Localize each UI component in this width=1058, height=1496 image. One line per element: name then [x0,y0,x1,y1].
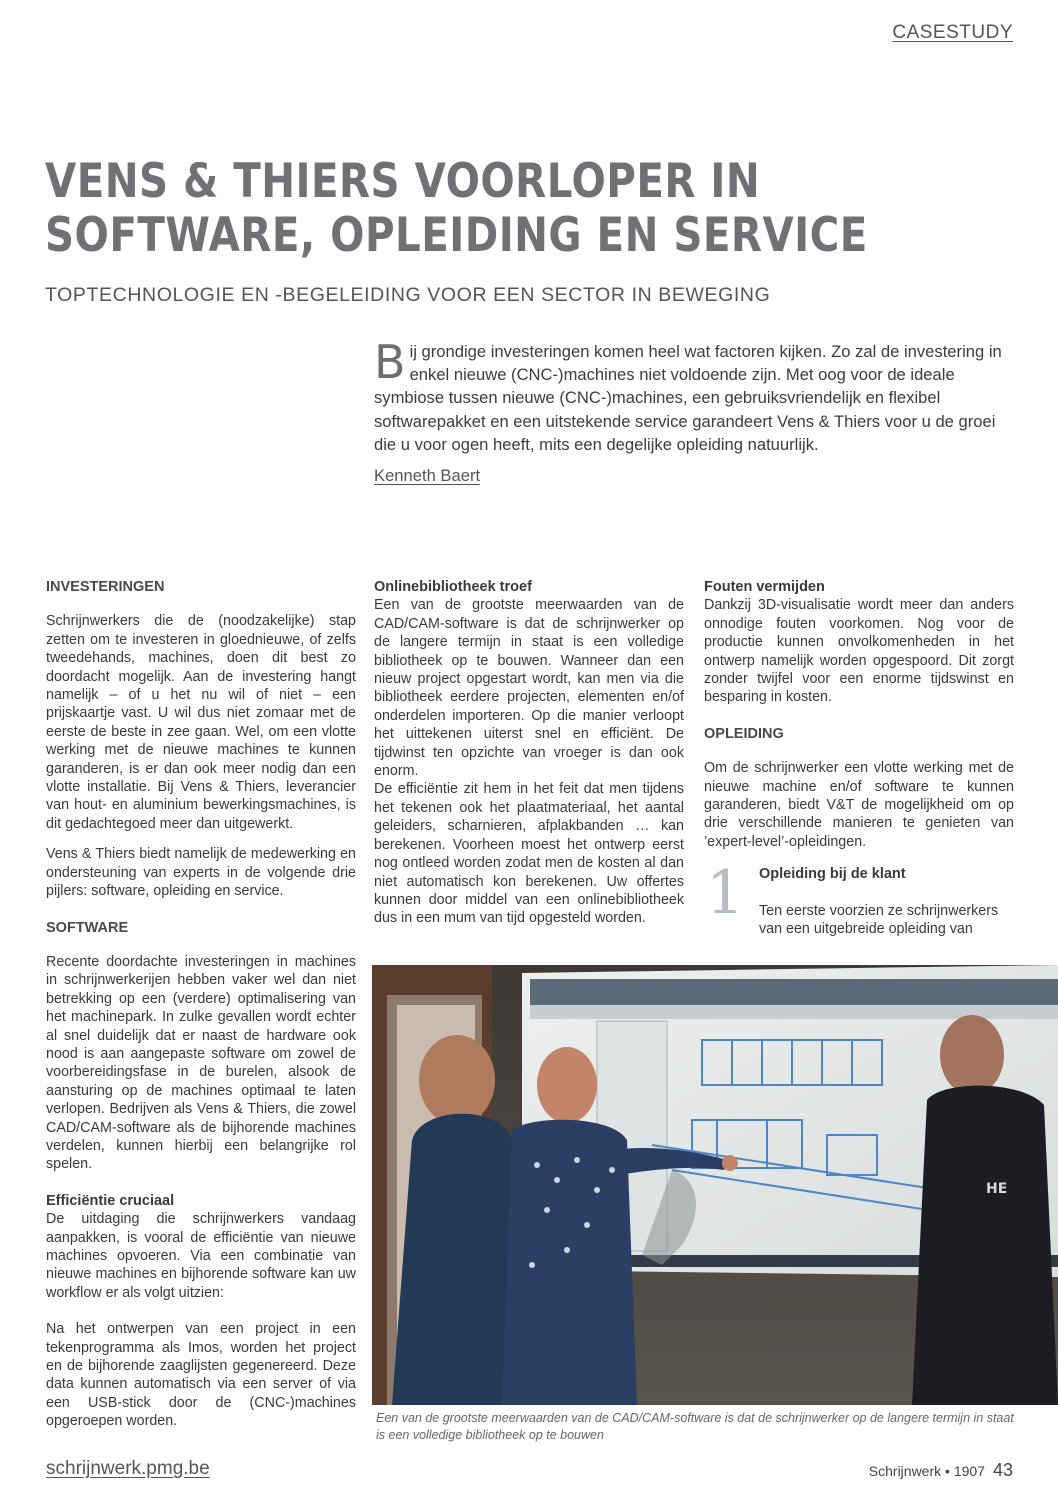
paragraph: Na het ontwerpen van een project in een tekenprogramma als Imos, worden het project en de bijhorende zaaglijsten gegenereerd. Deze data kunnen automatisch via een server of via een USB-stick door de (CNC-)machines opgeroepen worden. [46,1321,356,1430]
paragraph: Een van de grootste meerwaarden van de CAD/CAM-software is dat de schrijnwerker op de langere termijn in staat is een volledige bibliotheek op te bouwen. Wanneer dan een nieuw project opgestart wordt, kan men via die bibliotheek eerdere projecten, elementen en/of onderdelen importeren. Op die manier verloopt het uittekenen uiterst snel en efficiënt. De tijdwinst ten opzichte van vroeger is dan ook enorm. [374,597,684,780]
heading-investeringen: INVESTERINGEN [46,579,165,595]
shirt-text: HE [986,1181,1008,1197]
photo-illustration [372,965,1058,1405]
paragraph: Schrijnwerkers die de (noodzakelijke) stap zetten om te investeren in gloednieuwe, of zelfs tweedehands, machines, doen dit best zo doordacht mogelijk. Aan de investering hangt namelijk – of u het nu wil of niet – een prijskaartje vast. U wil dus niet zomaar met de eerste de beste in zee gaan. Wel, om een vlotte werking met de nieuwe machines te kunnen garanderen, is er dan ook meer nodig dan een vlotte installatie. Bij Vens & Thiers, leverancier van hout- en aluminium bewerkingsmachines, is dit gedachtegoed meer dan uitgewerkt. [46,613,356,832]
heading-onlinebibliotheek: Onlinebibliotheek troef [374,579,532,595]
heading-opleiding-bij-klant: Opleiding bij de klant [759,866,906,883]
paragraph: Dankzij 3D-visualisatie wordt meer dan anders onnodige fouten voorkomen. Nog voor de productie kunnen onvolkomenheden in het ontwerp namelijk worden opgespoord. Dit zorgt zonder twijfel voor een enorme tijdswinst en besparing in kosten. [704,597,1014,706]
heading-fouten-vermijden: Fouten vermijden [704,579,825,595]
footer-publication [869,1460,1013,1481]
section-label: CASESTUDY [892,22,1013,43]
heading-software: SOFTWARE [46,919,129,936]
article-subtitle: TOPTECHNOLOGIE EN -BEGELEIDING VOOR EEN SECTOR IN BEWEGING [45,284,771,306]
article-photo [372,965,1058,1405]
intro-text: ij grondige investeringen komen heel wat factoren kijken. Zo zal de investering in enkel nieuwe (CNC-)machines niet voldoende zijn. Met oog voor de ideale symbiose tussen nieuwe (CNC-)machines, een gebruiksvriendelijk en flexibel softwarepakket en een uitstekende service garandeert Vens & Thiers voor u de groei die u voor ogen heeft, mits een degelijke opleiding natuurlijk. [374,342,1002,454]
page-number: 43 [992,1460,1013,1480]
paragraph: Ten eerste voorzien ze schrijnwerkers van een uitgebreide opleiding van [759,902,999,938]
paragraph: Recente doordachte investeringen in machines in schrijnwerkerijen hebben vaker wel dan niet betrekking op een (verdere) optimalisering van het machinepark. In zulke gevallen wordt echter al snel duidelijk dat er naast de hardware ook nood is aan aangepaste software om zowel de voorbereidingsfase in de burelen, alsook de aansturing op de machines optimaal te laten verlopen. Bedrijven als Vens & Thiers, die zowel CAD/CAM-software als de bijhorende machines verdelen, kunnen hierbij een belangrijke rol spelen. [46,953,356,1173]
big-number: 1 [706,858,745,929]
paragraph: Vens & Thiers biedt namelijk de medewerking en ondersteuning van experts in de volgende drie pijlers: software, opleiding en service. [46,846,356,900]
article-intro [374,335,1006,456]
heading-efficientie: Efficiëntie cruciaal [46,1192,175,1209]
column-1 [46,578,356,1431]
paragraph: De efficiëntie zit hem in het feit dat men tijdens het tekenen ook het plaatmateriaal, het aantal geleiders, scharnieren, afplakbanden … kan berekenen. Voorheen moest het ontwerp eerst nog ontleed worden zodat men de kosten al dan niet automatisch kon berekenen. Uw offertes kunnen door middel van een onlinebibliotheek dus in een mum van tijd opgesteld worden. [374,781,684,927]
column-2 [374,578,684,928]
photo-caption: Een van de grootste meerwaarden van de CAD/CAM-software is dat de schrijnwerker op de langere termijn in staat is een volledige bibliotheek op te bouwen [376,1411,1014,1442]
numbered-item-1 [704,858,1014,938]
paragraph: Om de schrijnwerker een vlotte werking met de nieuwe machine en/of software te kunnen garanderen, biedt V&T de mogelijkheid om op drie verschillende manieren te genieten van ’expert-level’-opleidingen. [704,760,1014,850]
intro-dropcap: B [374,335,406,389]
author-byline: Kenneth Baert [374,466,481,485]
article-title: VENS & THIERS VOORLOPER IN SOFTWARE, OPLEIDING EN SERVICE [45,154,868,263]
publication-label: Schrijnwerk • 1907 [868,1463,985,1479]
footer-url[interactable]: schrijnwerk.pmg.be [46,1458,210,1479]
paragraph: De uitdaging die schrijnwerkers vandaag aanpakken, is vooral de efficiëntie van nieuwe machines opvoeren. Via een combinatie van nieuwe machines en bijhorende software kan uw workflow er als volgt uitzien: [46,1211,356,1301]
heading-opleiding: OPLEIDING [704,725,784,742]
column-3 [704,578,1014,939]
